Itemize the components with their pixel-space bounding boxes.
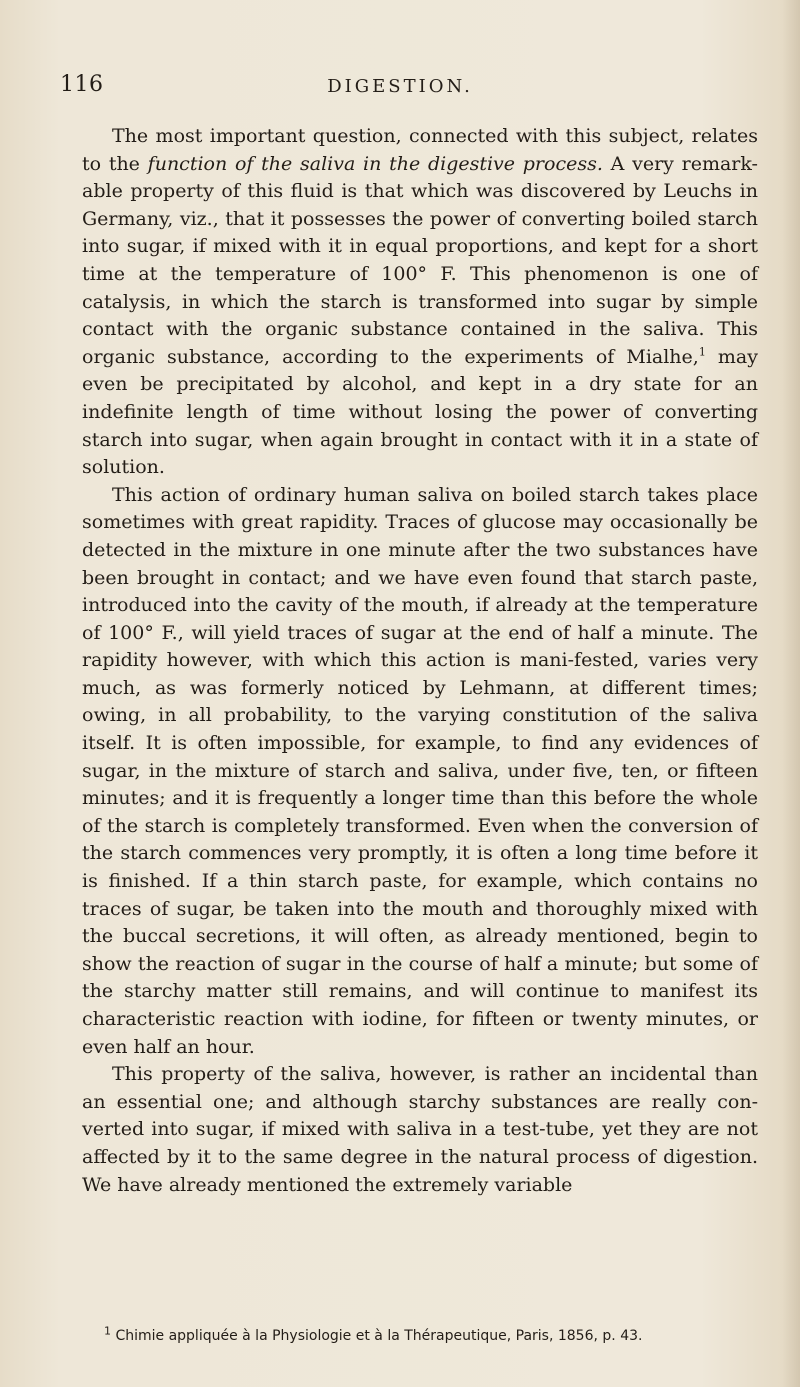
- page-number: 116: [60, 72, 104, 97]
- page-edge-shadow: [782, 0, 800, 1387]
- paragraph-2: This action of ordinary human saliva on boiled starch takes place sometimes with great rapidity. Traces of glucose may occasionally be detected in the mixture in one minute after the two substances have been brought in contact; and we have even found that starch paste, introduced into the cavity of the mouth, if already at the temperature of 100° F., will yield traces of sugar at the end of half a minute. The rapidity however, with which this action is mani-fested, varies very much, as was formerly noticed by Lehmann, at different times; owing, in all probability, to the varying constitution of the saliva itself. It is often impossible, for example, to find any evidences of sugar, in the mixture of starch and saliva, under five, ten, or fifteen minutes; and it is frequently a longer time than this before the whole of the starch is completely transformed. Even when the conversion of the starch commences very promptly, it is often a long time before it is finished. If a thin starch paste, for example, which contains no traces of sugar, be taken into the mouth and thoroughly mixed with the buccal secretions, it will often, as already mentioned, begin to show the reaction of sugar in the course of half a minute; but some of the starchy matter still remains, and will continue to manifest its characteristic reaction with iodine, for fifteen or twenty minutes, or even half an hour.: [82, 483, 758, 1058]
- paragraph-1: [82, 123, 758, 482]
- footnote-reference: 1: [698, 345, 706, 359]
- paragraph-1-end: may even be precipitated by alcohol, and kept in a dry state for an indefinite length of time without losing the power of converting starch into sugar, when again brought in contact with it in a state of solution.: [82, 345, 758, 479]
- paragraph-3: This property of the saliva, however, is rather an incidental than an essential one; and although starchy substances are really con-verted into sugar, if mixed with saliva in a test-tube, yet they are not affected by it to the same degree in the natural process of digestion. We have already mentioned the extremely variable: [82, 1063, 758, 1196]
- italic-phrase: function of the saliva in the digestive process.: [147, 152, 603, 175]
- running-head: DIGESTION.: [327, 76, 473, 97]
- paragraph-1-middle: A very remark-able property of this fluid is that which was discovered by Leuchs in Germany, viz., that it possesses the power of converting boiled starch into sugar, if mixed with it in equal proportions, and kept for a short time at the temperature of 100° F. This phenomenon is one of catalysis, in which the starch is transformed into sugar by simple contact with the organic substance contained in the saliva. This organic substance, according to the experiments of Mialhe,: [82, 152, 758, 368]
- footnote-text: Chimie appliquée à la Physiologie et à la Thérapeutique, Paris, 1856, p. 43.: [111, 1328, 643, 1344]
- footnote-marker: 1: [104, 1324, 111, 1338]
- footnote: [82, 1324, 758, 1345]
- paragraph-1-start: The most important question, connected with this subject, relates to the: [82, 125, 758, 175]
- body-text: [82, 123, 758, 1199]
